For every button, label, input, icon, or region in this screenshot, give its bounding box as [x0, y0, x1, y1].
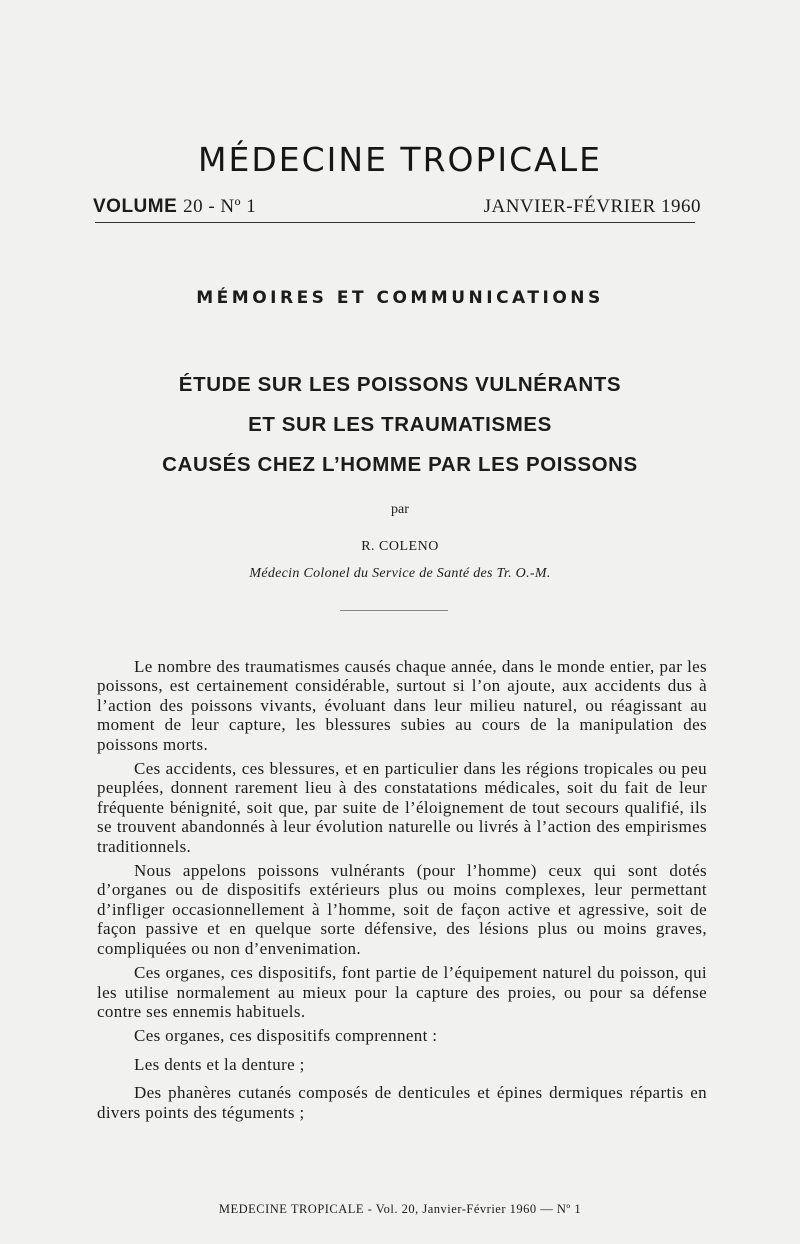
- body-paragraph: Des phanères cutanés composés de denticules et épines dermiques répartis en divers points des téguments ;: [97, 1083, 707, 1122]
- issue-date: JANVIER-FÉVRIER 1960: [483, 196, 701, 217]
- body-paragraph: Ces organes, ces dispositifs comprennent :: [134, 1026, 438, 1046]
- body-paragraph: Nous appelons poissons vulnérants (pour l’homme) ceux qui sont dotés d’organes ou de dispositifs extérieurs plus ou moins complexes, leur permettant d’infliger occasionnellement à l’homme, soit de façon active et agressive, soit de façon passive et en quelque sorte défensive, des lésions plus ou moins graves, compliquées ou non d’envenimation.: [97, 861, 707, 958]
- author-affiliation: Médecin Colonel du Service de Santé des Tr. O.-M.: [249, 566, 551, 581]
- byline-par: par: [391, 502, 409, 517]
- article-title: [0, 365, 800, 485]
- article-body: [97, 657, 707, 1127]
- body-paragraph: Les dents et la denture ;: [134, 1054, 305, 1074]
- section-heading: MÉMOIRES ET COMMUNICATIONS: [196, 288, 604, 308]
- body-paragraph: Le nombre des traumatismes causés chaque année, dans le monde entier, par les poissons, est certainement considérable, surtout si l’on ajoute, aux accidents dus à l’action des poissons vivants, évoluant dans leur milieu naturel, ou réagissant au moment de leur capture, les blessures subies au cours de la manipulation des poissons morts.: [97, 657, 707, 754]
- separator-rule: [340, 610, 448, 611]
- author-name: R. COLENO: [361, 539, 439, 554]
- volume-label: VOLUME: [93, 196, 178, 217]
- page-footer: MEDECINE TROPICALE - Vol. 20, Janvier-Février 1960 — Nº 1: [218, 1202, 582, 1216]
- article-title-line: ET SUR LES TRAUMATISMES: [248, 413, 552, 436]
- volume-info: [93, 196, 256, 218]
- article-title-line: ÉTUDE SUR LES POISSONS VULNÉRANTS: [178, 373, 622, 396]
- header-rule: [95, 222, 695, 223]
- body-paragraph: Ces accidents, ces blessures, et en particulier dans les régions tropicales ou peu peuplées, donnent rarement lieu à des constatations médicales, soit du fait de leur fréquente bénignité, soit que, par suite de l’éloignement de tout secours qualifié, ils se trouvent abandonnés à leur évolution naturelle ou livrés à l’action des empirismes traditionnels.: [97, 759, 707, 856]
- issue-line: [93, 196, 701, 218]
- article-title-line: CAUSÉS CHEZ L’HOMME PAR LES POISSONS: [162, 453, 638, 476]
- volume-number: 20 - Nº 1: [183, 196, 257, 217]
- body-paragraph: Ces organes, ces dispositifs, font partie de l’équipement naturel du poisson, qui les utilise normalement au mieux pour la capture des proies, ou pour sa défense contre ses ennemis habituels.: [97, 963, 707, 1021]
- journal-title: MÉDECINE TROPICALE: [198, 140, 602, 179]
